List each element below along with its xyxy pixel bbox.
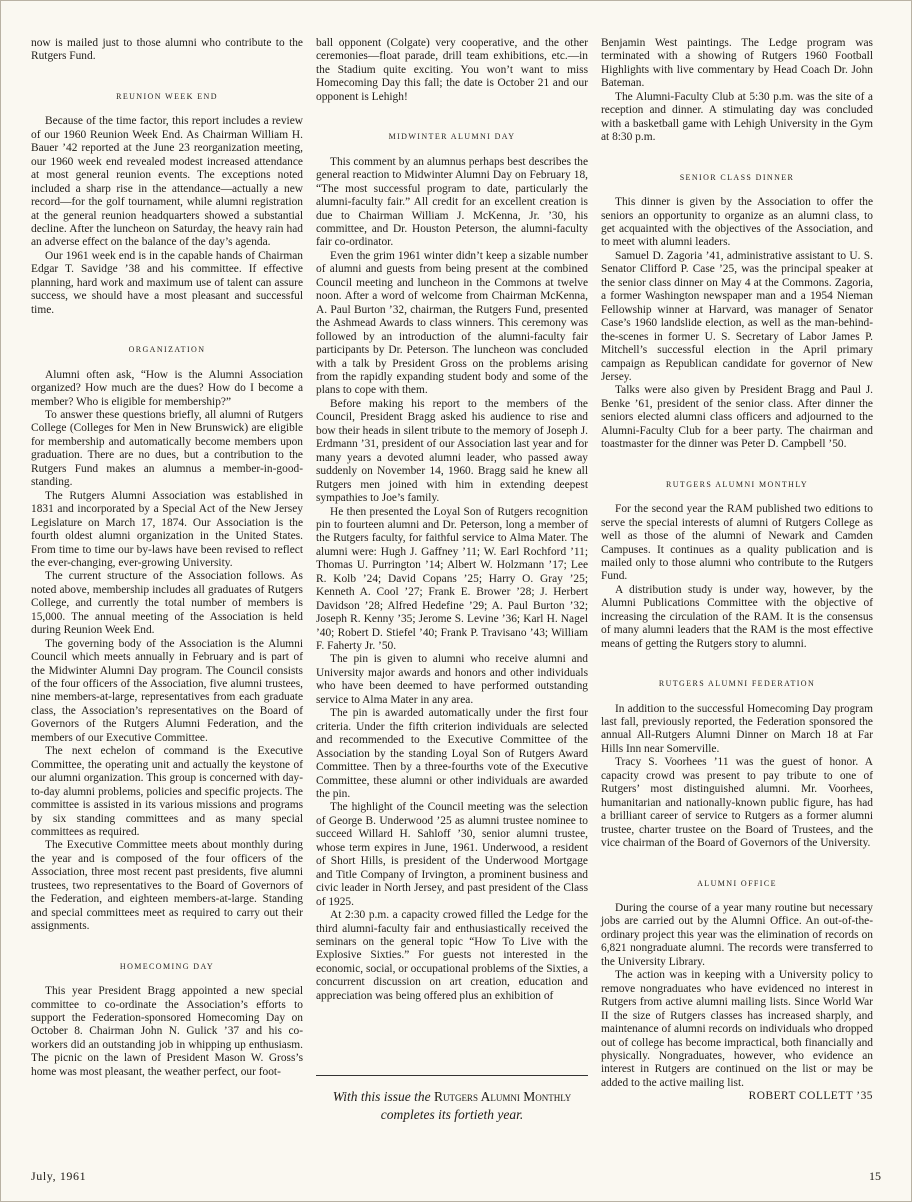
paragraph: To answer these questions briefly, all alumni of Rutgers College (Colleges for Men in New Brunswick) are eligible for membership and automatically become members upon graduation. There are no dues, but a contribution to the Rutgers Fund makes an alumnus a member-in-good-standing. <box>31 408 303 489</box>
paragraph: The governing body of the Association is the Alumni Council which meets annually in February and is part of the Midwinter Alumni Day program. The Council consists of the four officers of the Association, five alumni trustees, nine members-at-large, representatives from each graduate class, the Association’s representatives on the Board of Governors of the Rutgers Alumni Federation, and the members of our Executive Committee. <box>31 637 303 744</box>
paragraph: At 2:30 p.m. a capacity crowed filled the Ledge for the third alumni-faculty fair and enthusiastically received the seminars on the general topic “How To Live with the Explosive Sixties.” For guests not interested in the economic, social, or occupational problems of the Sixties, a concurrent discussion on art creation, education and appreciation was being offered plus an exhibition of <box>316 909 588 1002</box>
paragraph: Samuel D. Zagoria ’41, administrative assistant to U. S. Senator Clifford P. Case ’25, was the principal speaker at the senior class dinner on May 4 at the Commons. Zagoria, a former Washington newspaper man and a 1954 Nieman Fellowship winner at Harvard, was manager of Senator Case’s 1960 landslide election, as well as the man-behind-the-scenes in former U. S. Secretary of Labor James P. Mitchell’s successful election in the April primary campaign as Republican candidate for governor of New Jersey. <box>601 249 873 383</box>
paragraph: He then presented the Loyal Son of Rutgers recognition pin to fourteen alumni and Dr. Peterson, long a member of the Rutgers faculty, for faithful service to Alma Mater. The alumni were: Hugh J. Gaffney ’11; W. Earl Rochford ’11; Thomas U. Purrington ’14; Albert W. Holzmann ’17; Lee R. Kolb ’24; David Copans ’25; Harry O. Gray ’25; Kenneth A. Cool ’27; Frank E. Brower ’28; J. Herbert Davidson ’28; Alfred Hedefine ’29; A. Paul Burton ’32; Joseph R. Kenny ’35; Jerome S. Levine ’36; Karl H. Nagel ’40; Robert D. Stiefel ’40; Frank P. Travisano ’43; William F. Faherty Jr. ’50. <box>316 505 588 653</box>
note-text-part: With this issue the <box>332 1089 434 1104</box>
paragraph: The Executive Committee meets about monthly during the year and is composed of the four officers of the Association, three most recent past presidents, five alumni trustees, two representatives to the Board of Governors of the Federation, and eighteen members-at-large. Standing and special committees meet as required to carry out their assignments. <box>31 839 303 933</box>
paragraph: The highlight of the Council meeting was the selection of George B. Underwood ’25 as alumni trustee nominee to succeed Willard H. Sahloff ’30, senior alumni trustee, whose term expires in June, 1961. Underwood, a resident of Short Hills, is president of the Underwood Mortgage and Title Company of Irvington, a prominent business and civic leader in North Jersey, and past president of the Class of 1925. <box>316 801 588 908</box>
continued-paragraph: Benjamin West paintings. The Ledge program was terminated with a showing of Rutgers 1960 Football Highlights with live commentary by Head Coach Dr. John Bateman. <box>601 37 873 90</box>
paragraph: The pin is given to alumni who receive alumni and University major awards and honors and other individuals who have been deemed to have performed outstanding service to Alma Mater in any area. <box>316 653 588 706</box>
issue-date: July, 1961 <box>31 1169 87 1183</box>
column-1 <box>31 37 303 1079</box>
paragraph: During the course of a year many routine but necessary jobs are carried out by the Alumni Office. An out-of-the-ordinary project this year was the elimination of records on 6,821 nongraduate alumni. The records were transferred to the University Library. <box>601 902 873 968</box>
rutgers-alumni-federation-heading: RUTGERS ALUMNI FEDERATION <box>658 679 816 689</box>
paragraph: Talks were also given by President Bragg and Paul J. Benke ’61, president of the senior class. After dinner the seniors elected alumni class officers and adjourned to the Alumni-Faculty Club for a beer party. The chairman and toastmaster for the dinner was Peter D. Campbell ’50. <box>601 384 873 451</box>
organization-heading: ORGANIZATION <box>128 345 206 355</box>
paragraph: The Alumni-Faculty Club at 5:30 p.m. was the site of a reception and dinner. A stimulating day was concluded with a basketball game with Lehigh University in the Gym at 8:30 p.m. <box>601 90 873 144</box>
paragraph: Because of the time factor, this report includes a review of our 1960 Reunion Week End. As Chairman William H. Bauer ’42 reported at the June 23 reorganization meeting, our 1960 week end revealed modest increased attendance at most general reunion events. The exceptions noted included a sharp rise in the attendance—actually a new record—for the golf tournament, while alumni registration at the general reunion headquarters showed a substantial decline. After the luncheon on Saturday, the heavy rain had an adverse effect on the balance of the day’s agenda. <box>31 115 303 249</box>
paragraph: The action was in keeping with a University policy to remove nongraduates who have evidenced no interest in Rutgers from active alumni mailing lists. Since World War II the size of Rutgers classes has increased sharply, and maintenance of alumni records on individuals who dropped out of college has become impractical, both financially and physically. Nongraduates, however, who evidence an interest in Rutgers are continued on the list or may be added to the active mailing list. <box>601 969 873 1089</box>
paragraph: In addition to the successful Homecoming Day program last fall, previously reported, the Federation sponsored the annual All-Rutgers Alumni Dinner on March 18 at Far Hills Inn near Somerville. <box>601 702 873 755</box>
paragraph: This comment by an alumnus perhaps best describes the general reaction to Midwinter Alumni Day on February 18, “The most successful program to date, particularly the alumni-faculty fair.” All credit for an excellent creation is due to Chairman William J. McKenna, Jr. ’30, his committee, and Dr. Houston Peterson, the alumni-faculty fair co-ordinator. <box>316 155 588 249</box>
intro-paragraph: now is mailed just to those alumni who contribute to the Rutgers Fund. <box>31 37 303 63</box>
senior-class-dinner-heading: SENIOR CLASS DINNER <box>679 172 795 182</box>
column-2 <box>316 37 588 1003</box>
homecoming-day-heading: HOMECOMING DAY <box>119 961 215 971</box>
paragraph: This year President Bragg appointed a new special committee to co-ordinate the Association’s efforts to support the Federation-sponsored Homecoming Day on October 8. Chairman John N. Gulick ’37 and his co-workers did an outstanding job in whipping up enthusiasm. The picnic on the lawn of President Mason W. Gross’s home was most pleasant, the weather perfect, our foot- <box>31 985 303 1078</box>
paragraph: Alumni often ask, “How is the Alumni Association organized? How much are the dues? How do I become a member? Who is eligible for membership?” <box>31 368 303 408</box>
alumni-office-heading: ALUMNI OFFICE <box>697 878 777 888</box>
paragraph: For the second year the RAM published two editions to serve the special interests of alumni of Rutgers College as well as those of the alumni of Newark and Camden Campuses. It continues as a quality publication and is mailed only to those alumni who contribute to the Rutgers Fund. <box>601 503 873 583</box>
reunion-week-end-heading: REUNION WEEK END <box>116 91 218 101</box>
rutgers-alumni-monthly-heading: RUTGERS ALUMNI MONTHLY <box>666 479 808 489</box>
paragraph: This dinner is given by the Association to offer the seniors an opportunity to organize as an alumni class, to get acquainted with the objectives of the Association, and to meet with alumni leaders. <box>601 196 873 249</box>
continued-paragraph: ball opponent (Colgate) very cooperative, and the other ceremonies—float parade, drill team exhibitions, etc.—in the Stadium quite exciting. You won’t want to miss Homecoming Day this fall; the date is October 21 and our opponent is Lehigh! <box>316 37 588 103</box>
note-text-part: completes its fortieth year. <box>380 1107 524 1122</box>
paragraph: A distribution study is under way, however, by the Alumni Publications Committee with the objective of increasing the circulation of the RAM. It is the consensus of many alumni leaders that the RAM is the most effective means of getting the Rutgers story to alumni. <box>601 583 873 650</box>
paragraph: The current structure of the Association follows. As noted above, membership includes all graduates of Rutgers College, and currently the total number of members is 15,000. The annual meeting of the Association is held during Reunion Week End. <box>31 570 303 637</box>
author-signature: ROBERT COLLETT ’35 <box>748 1090 873 1103</box>
note-publication-name: Rutgers Alumni Monthly <box>433 1089 572 1104</box>
paragraph: The Rutgers Alumni Association was established in 1831 and incorporated by a Special Act of the New Jersey Legislature on March 17, 1874. Our Association is the fourth oldest alumni organization in the United States. From time to time our by-laws have been revised to reflect the ever-changing, ever-growing University. <box>31 489 303 569</box>
midwinter-alumni-day-heading: MIDWINTER ALUMNI DAY <box>388 132 516 142</box>
paragraph: Our 1961 week end is in the capable hands of Chairman Edgar T. Savidge ’38 and his committee. If effective planning, hard work and maximum use of talent can assure success, we should have a most pleasant and successful time. <box>31 249 303 316</box>
paragraph: The next echelon of command is the Executive Committee, the operating unit and actually the keystone of our alumni organization. This group is concerned with day-to-day alumni problems, policies and specific projects. The committee is assisted in its various missions and programs by six standing committees and as many special committees as required. <box>31 745 303 839</box>
anniversary-note <box>316 1075 588 1124</box>
paragraph: Before making his report to the members of the Council, President Bragg asked his audience to rise and bow their heads in silent tribute to the memory of Joseph J. Erdmann ’31, president of our Association last year and for many years a devoted alumni leader, who passed away suddenly on November 14, 1960. Bragg said he knew all Rutgers men joined with him in extending deepest sympathies to Joe’s family. <box>316 397 588 505</box>
column-3 <box>601 37 873 1104</box>
page-number: 15 <box>869 1169 881 1183</box>
paragraph: Even the grim 1961 winter didn’t keep a sizable number of alumni and guests from being present at the combined Council meeting and luncheon in the Commons at twelve noon. After a word of welcome from Chairman McKenna, A. Paul Burton ’32, chairman, the Rutgers Fund, presented the Ashmead Awards to class winners. This ceremony was followed by an introduction of the alumni-faculty fair participants by Dr. Peterson. The luncheon was concluded with a talk by President Gross on the problems arising from the rapidly expanding student body and some of the plans to cope with them. <box>316 249 588 397</box>
paragraph: The pin is awarded automatically under the first four criteria. Under the fifth criterion individuals are selected and recommended to the Executive Committee of the Association by the standing Loyal Son of Rutgers Award Committee. Then by a three-fourths vote of the Executive Committee, these alumni or other individuals are awarded the pin. <box>316 707 588 801</box>
paragraph: Tracy S. Voorhees ’11 was the guest of honor. A capacity crowd was present to pay tribute to one of Rutgers’ most distinguished alumni. Mr. Voorhees, humanitarian and nationally-known public figure, has had a brilliant career of service to Rutgers as a former alumni trustee, charter trustee on the Board of Trustees, and the vice chairman of the Board of Governors of the University. <box>601 756 873 850</box>
